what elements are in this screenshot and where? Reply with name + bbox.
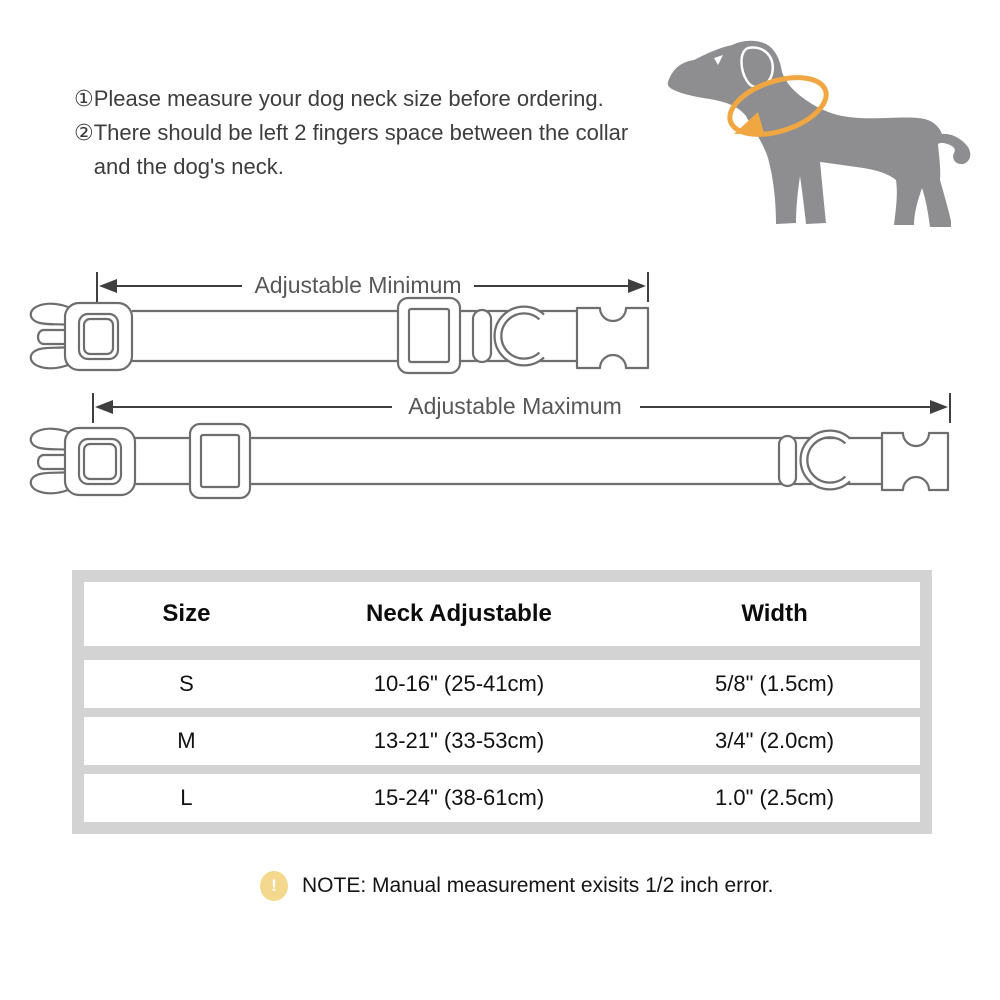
cell-neck: 13-21" (33-53cm): [373, 728, 545, 753]
instruction-text-1: Please measure your dog neck size before ordering.: [93, 86, 604, 111]
table-row-s: [84, 660, 920, 708]
adjustable-minimum-label: Adjustable Minimum: [254, 272, 462, 298]
measuring-instructions: [74, 82, 634, 184]
header-width: Width: [741, 600, 808, 627]
strap-keeper-icon: [779, 436, 796, 486]
table-header-row: [84, 582, 920, 646]
cell-size: M: [177, 728, 196, 753]
size-table: [72, 570, 932, 834]
buckle-male-icon: [31, 428, 135, 495]
dog-silhouette-icon: [650, 12, 980, 247]
header-neck-adjustable: Neck Adjustable: [366, 600, 552, 627]
buckle-female-icon: [882, 433, 948, 490]
table-row-m: [84, 717, 920, 765]
circled-number-2: ②: [74, 120, 94, 145]
strap-slider-icon: [190, 424, 250, 498]
cell-size: S: [179, 671, 194, 696]
cell-neck: 15-24" (38-61cm): [373, 785, 545, 810]
cell-size: L: [180, 785, 193, 810]
adjustable-maximum-label: Adjustable Maximum: [408, 393, 622, 419]
instruction-text-2: There should be left 2 fingers space between the collar and the dog's neck.: [93, 120, 629, 179]
buckle-male-icon: [31, 303, 132, 370]
strap-slider-icon: [398, 298, 460, 373]
collar-strap: [132, 311, 580, 361]
exclamation-icon: !: [260, 871, 288, 901]
table-row-l: [84, 774, 920, 822]
instruction-line-1: [74, 82, 634, 116]
dimension-arrow-maximum: [93, 393, 950, 423]
dog-body-shape: [668, 41, 971, 227]
dimension-arrow-minimum: [97, 272, 648, 302]
d-ring-icon: [498, 310, 542, 362]
collar-diagram-minimum: [0, 256, 660, 386]
cell-neck: 10-16" (25-41cm): [373, 671, 545, 696]
instruction-line-2: [74, 116, 634, 184]
cell-width: 3/4" (2.0cm): [714, 728, 835, 753]
strap-keeper-icon: [473, 310, 491, 362]
measurement-note: [260, 871, 774, 901]
cell-width: 1.0" (2.5cm): [714, 785, 835, 810]
circled-number-1: ①: [74, 86, 94, 111]
note-text: NOTE: Manual measurement exisits 1/2 inch error.: [302, 874, 774, 897]
d-ring-icon: [804, 434, 848, 486]
cell-width: 5/8" (1.5cm): [714, 671, 835, 696]
collar-diagram-maximum: [0, 378, 1000, 508]
header-size: Size: [162, 600, 211, 627]
buckle-female-icon: [577, 308, 648, 368]
